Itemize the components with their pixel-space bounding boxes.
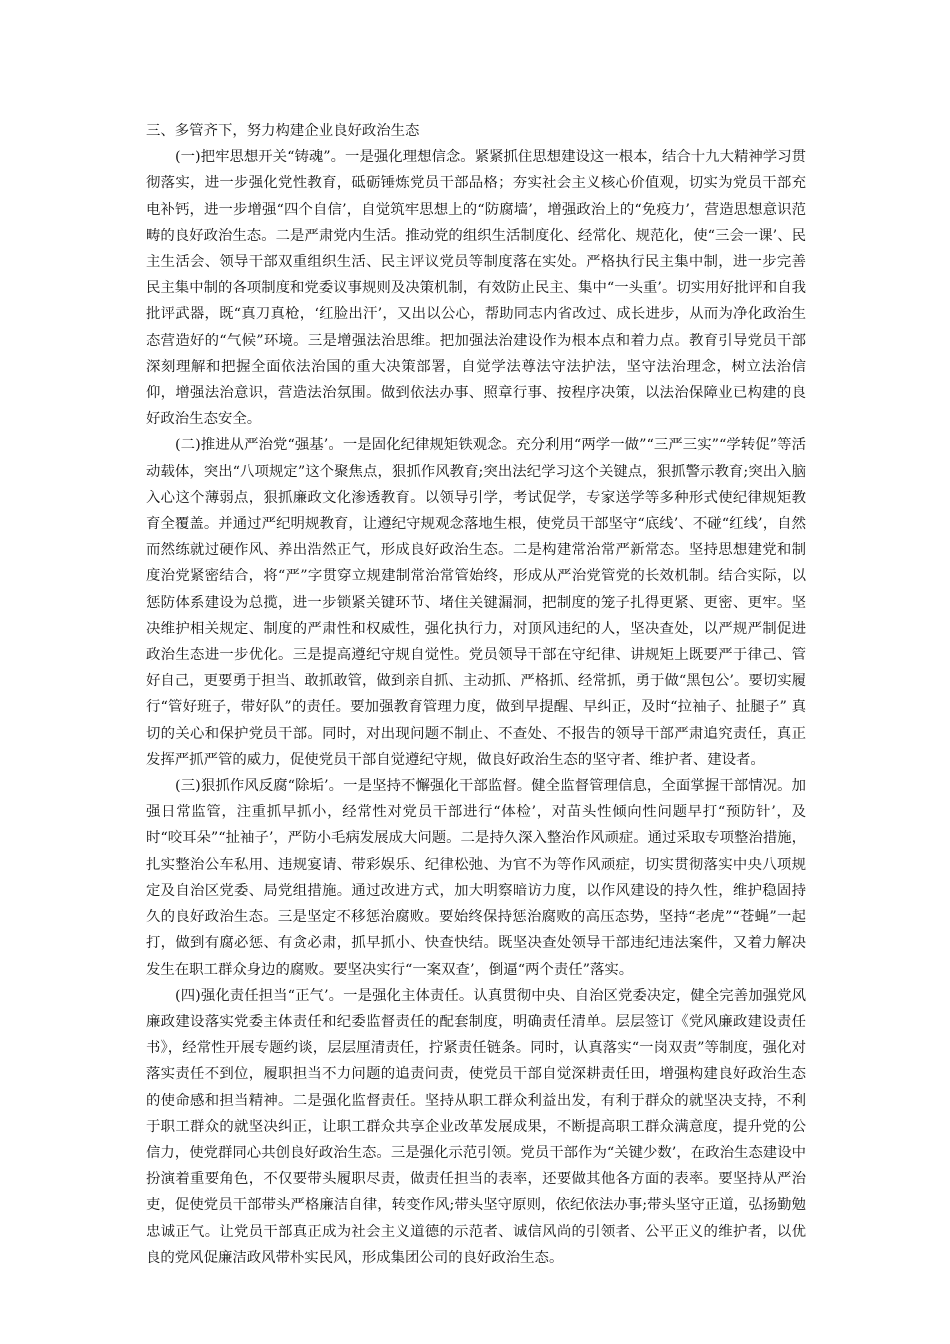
paragraph-1: (一)把牢思想开关“铸魂”。一是强化理想信念。紧紧抓住思想建设这一根本，结合十九大精神学习贯彻落实，进一步强化党性教育，砥砺锤炼党员干部品格；夯实社会主义核心价值观，切实为党员干部充电补钙，进一步增强“四个自信’，自觉筑牢思想上的“防腐墙’，增强政治上的“免疫力’，营造思想意识范畴的良好政治生态。二是严肃党内生活。推动党的组织生活制度化、经常化、规范化，使“三会一课’、民主生活会、领导干部双重组织生活、民主评议党员等制度落在实处。严格执行民主集中制，进一步完善民主集中制的各项制度和党委议事规则及决策机制，有效防止民主、集中“一头重’。切实用好批评和自我批评武器，既“真刀真枪，‘红脸出汗’，又出以公心，帮助同志内省改过、成长进步，从而为净化政治生态营造好的“气候”环境。三是增强法治思维。把加强法治建设作为根本点和着力点。教育引导党员干部深刻理解和把握全面依法治国的重大决策部署，自觉学法尊法守法护法，坚守法治理念，树立法治信仰，增强法治意识，营造法治氛围。做到依法办事、照章行事、按程序决策，以法治保障业已构建的良好政治生态安全。	[146, 149, 806, 428]
paragraph-2: (二)推进从严治党“强基’。一是固化纪律规矩铁观念。充分利用“两学一做”“三严三实”“学转促”等活动载体，突出“八项规定”这个聚焦点，狠抓作风教育;突出法纪学习这个关键点，狠抓警示教育;突出入脑入心这个薄弱点，狠抓廉政文化渗透教育。以领导引学，考试促学，专家送学等多种形式使纪律规矩教育全覆盖。并通过严纪明规教育，让遵纪守规观念落地生根，使党员干部坚守“底线’、不碰“红线’，自然而然练就过硬作风、养出浩然正气，形成良好政治生态。二是构建常治常严新常态。坚持思想建党和制度治党紧密结合，将“严”字贯穿立规建制常治常管始终，形成从严治党管党的长效机制。结合实际，以惩防体系建设为总揽，进一步锁紧关键环节、堵住关键漏洞，把制度的笼子扎得更紧、更密、更牢。坚决维护相关规定、制度的严肃性和权威性，强化执行力，对顶风违纪的人，坚决查处，以严规严制促进政治生态进一步优化。三是提高遵纪守规自觉性。党员领导干部在守纪律、讲规矩上既要严于律己、管好自己，更要勇于担当、敢抓敢管，做到亲自抓、主动抓、严格抓、经常抓，勇于做“黑包公’。要切实履行“管好班子，带好队”的责任。要加强教育管理力度，做到早提醒、早纠正，及时“拉袖子、扯腿子” 真切的关心和保护党员干部。同时，对出现问题不制止、不查处、不报告的领导干部严肃追究责任，真正发挥严抓严管的威力，促使党员干部自觉遵纪守规，做良好政治生态的坚守者、维护者、建设者。	[146, 437, 806, 768]
document-body	[146, 118, 806, 1271]
paragraph-3: (三)狠抓作风反腐“除垢’。一是坚持不懈强化干部监督。健全监督管理信息，全面掌握干部情况。加强日常监管，注重抓早抓小，经常性对党员干部进行“体检’，对苗头性倾向性问题早打“预防针’，及时“咬耳朵”“扯袖子’，严防小毛病发展成大问题。二是持久深入整治作风顽症。通过采取专项整治措施，扎实整治公车私用、违规宴请、带彩娱乐、纪律松弛、为官不为等作风顽症，切实贯彻落实中央八项规定及自治区党委、局党组措施。通过改进方式，加大明察暗访力度，以作风建设的持久性，维护稳固持久的良好政治生态。三是坚定不移惩治腐败。要始终保持惩治腐败的高压态势，坚持“老虎”“苍蝇”一起打，做到有腐必惩、有贪必肃，抓早抓小、快查快结。既坚决查处领导干部违纪违法案件，又着力解决发生在职工群众身边的腐败。要坚决实行“一案双查’，倒逼“两个责任”落实。	[146, 778, 806, 978]
section-heading: 三、多管齐下，努力构建企业良好政治生态	[146, 123, 420, 139]
paragraph-4: (四)强化责任担当“正气’。一是强化主体责任。认真贯彻中央、自治区党委决定，健全完善加强党风廉政建设落实党委主体责任和纪委监督责任的配套制度，明确责任清单。层层签订《党风廉政建设责任书》，经常性开展专题约谈，层层厘清责任，拧紧责任链条。同时，认真落实“一岗双责”等制度，强化对落实责任不到位，履职担当不力问题的追责问责，使党员干部自觉深耕责任田，增强构建良好政治生态的使命感和担当精神。二是强化监督责任。坚持从职工群众利益出发，有利于群众的就坚决支持，不利于职工群众的就坚决纠正，让职工群众共享企业改革发展成果，不断提高职工群众满意度，提升党的公信力，使党群同心共创良好政治生态。三是强化示范引领。党员干部作为“关键少数’，在政治生态建设中扮演着重要角色，不仅要带头履职尽责，做责任担当的表率，还要做其他各方面的表率。要坚持从严治吏，促使党员干部带头严格廉洁自律，转变作风;带头坚守原则，依纪依法办事;带头坚守正道，弘扬勤勉忠诚正气。让党员干部真正成为社会主义道德的示范者、诚信风尚的引领者、公平正义的维护者，以优良的党风促廉洁政风带朴实民风，形成集团公司的良好政治生态。	[146, 987, 806, 1266]
